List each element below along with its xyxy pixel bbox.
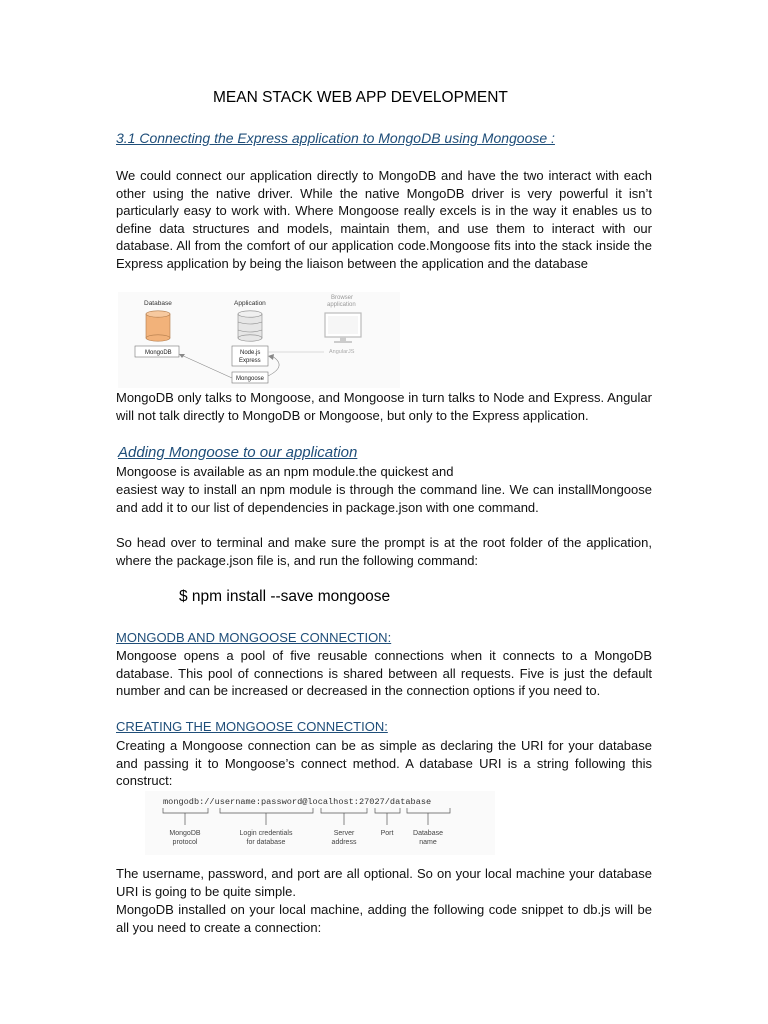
mean-stack-diagram — [118, 292, 400, 388]
paragraph-optional-parts: The username, password, and port are all optional. So on your local machine your database URI is going to be quite simple. — [116, 866, 652, 899]
uri-label-db-1: Database — [413, 830, 443, 837]
paragraph-terminal: So head over to terminal and make sure the prompt is at the root folder of the application, where the package.json file is, and run the following command: — [116, 535, 652, 568]
label-browser-1: Browser — [331, 295, 354, 301]
box-mongodb-label: MongoDB — [145, 350, 172, 356]
uri-label-server-1: Server — [333, 830, 355, 837]
paragraph-npm-module: easiest way to install an npm module is through the command line. We can installMongoose and add it to our list of dependencies in package.json with one command. — [116, 482, 652, 515]
paragraph-intro: We could connect our application directly to MongoDB and have the two interact with each other using the native driver. While the native MongoDB driver is very powerful it isn’t particularly easy to work with. Where Mongoose really excels is in the way it enables us to define data structures and models, maintain them, and use them to interact with our database. All from the comfort of our application code.Mongoose fits into the stack inside the Express application by being the liaison between the application and the database — [116, 168, 652, 271]
box-mongoose-label: Mongoose — [236, 376, 265, 382]
database-cylinder-icon — [146, 311, 170, 341]
label-angularjs: AngularJS — [329, 349, 355, 355]
box-node-label-1: Node.js — [240, 350, 261, 356]
paragraph-mongodb-talks: MongoDB only talks to Mongoose, and Mongoose in turn talks to Node and Express. Angular will not talk directly to MongoDB or Mongoose, but only to the Express application. — [116, 390, 652, 423]
application-server-icon — [238, 311, 262, 341]
paragraph-uri: Creating a Mongoose connection can be as simple as declaring the URI for your database and passing it to Mongoose’s connect method. A database URI is a string following this construct: — [116, 738, 652, 789]
paragraph-npm-line1: Mongoose is available as an npm module.the quickest and — [116, 464, 454, 479]
uri-label-cred-1: Login credentials — [239, 830, 293, 837]
install-command: $ npm install --save mongoose — [179, 588, 391, 605]
box-node-label-2: Express — [239, 358, 261, 364]
paragraph-connection-pool: Mongoose opens a pool of five reusable connections when it connects to a MongoDB database. This pool of connections is shared between all requests. Five is just the default number and can be increased or decreased in the connection options if you need to. — [116, 648, 652, 699]
label-browser-2: application — [327, 302, 356, 308]
uri-label-port: Port — [380, 830, 394, 837]
section-heading-3-1: 3.1 Connecting the Express application to MongoDB using Mongoose : — [116, 130, 555, 146]
uri-label-protocol-1: MongoDB — [169, 830, 201, 837]
uri-label-server-2: address — [331, 839, 357, 846]
heading-adding-mongoose: Adding Mongoose to our application — [118, 444, 358, 461]
label-application: Application — [234, 300, 266, 307]
uri-label-db-2: name — [419, 839, 437, 846]
uri-string: mongodb://username:password@localhost:27027/database — [163, 797, 432, 807]
uri-diagram — [145, 791, 495, 855]
uri-label-protocol-2: protocol — [172, 839, 198, 846]
label-database: Database — [144, 300, 172, 307]
uri-label-cred-2: for database — [246, 839, 286, 846]
doc-title: MEAN STACK WEB APP DEVELOPMENT — [213, 89, 508, 106]
heading-creating-connection: CREATING THE MONGOOSE CONNECTION: — [116, 719, 388, 734]
paragraph-local-install: MongoDB installed on your local machine, adding the following code snippet to db.js will be all you need to create a connection: — [116, 902, 652, 935]
heading-mongodb-connection: MONGODB AND MONGOOSE CONNECTION: — [116, 630, 392, 645]
